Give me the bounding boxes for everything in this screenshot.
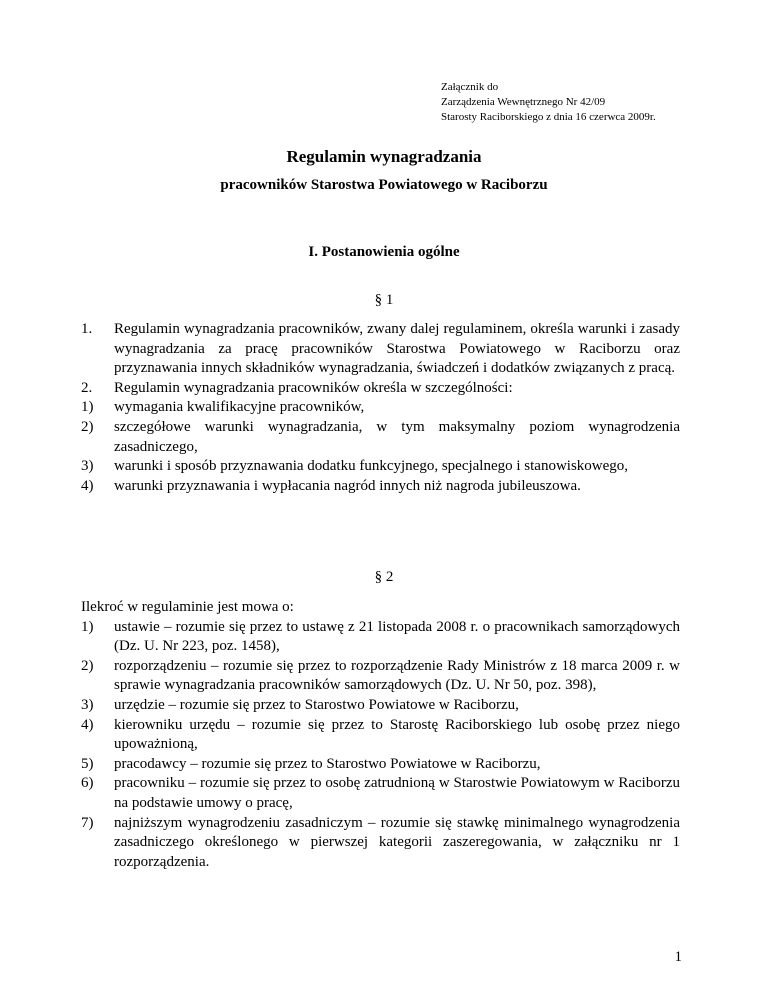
item-number: 6) [81, 775, 94, 792]
section-1-list [81, 320, 680, 496]
item-text: pracodawcy – rozumie się przez to Starostwo Powiatowe w Raciborzu, [114, 755, 541, 772]
list-item [81, 716, 680, 755]
item-text: warunki przyznawania i wypłacania nagród innych niż nagroda jubileuszowa. [114, 477, 581, 494]
list-item [81, 457, 680, 477]
item-text: pracowniku – rozumie się przez to osobę zatrudnioną w Starostwie Powiatowym w Raciborzu na podstawie umowy o pracę, [114, 775, 680, 811]
item-text: Regulamin wynagradzania pracowników określa w szczególności: [114, 379, 513, 396]
item-text: urzędzie – rozumie się przez to Starostwo Powiatowe w Raciborzu, [114, 696, 519, 713]
list-item [81, 618, 680, 657]
item-number: 3) [81, 458, 94, 475]
document-subtitle: pracowników Starostwa Powiatowego w Raciborzu [220, 177, 548, 193]
item-number: 4) [81, 477, 94, 494]
item-text: kierowniku urzędu – rozumie się przez to Starostę Raciborskiego lub osobę przez niego upoważnioną, [114, 716, 680, 753]
item-number: 2. [81, 379, 93, 396]
annex-note [441, 80, 656, 125]
list-item [81, 477, 680, 497]
list-item [81, 398, 680, 418]
section-mark-2: § 2 [374, 569, 394, 585]
item-number: 2) [81, 418, 94, 435]
list-item [81, 418, 680, 457]
list-item [81, 657, 680, 696]
section-2-list [81, 598, 680, 872]
item-number: 1) [81, 618, 94, 635]
page-number: 1 [674, 949, 682, 965]
item-text: szczegółowe warunki wynagradzania, w tym maksymalny poziom wynagrodzenia zasadniczego, [114, 418, 680, 455]
item-number: 4) [81, 716, 94, 733]
item-text: Regulamin wynagradzania pracowników, zwany dalej regulaminem, określa warunki i zasady wynagradzania za pracę pracowników Starostwa Powiatowego w Raciborzu oraz przyznawania innych składników wynagradzania, świadczeń i dodatków związanych z pracą. [114, 321, 680, 377]
annex-line-2: Zarządzenia Wewnętrznego Nr 42/09 [441, 96, 606, 108]
list-item [81, 696, 680, 716]
annex-line-1: Załącznik do [441, 81, 499, 93]
list-item [81, 379, 680, 399]
list-item [81, 814, 680, 873]
item-text: najniższym wynagrodzeniu zasadniczym – rozumie się stawkę minimalnego wynagrodzenia zasadniczego określonego w pierwszej kategorii zaszeregowania, w załączniku nr 1 rozporządzenia. [114, 814, 680, 870]
item-number: 7) [81, 814, 94, 831]
item-text: warunki i sposób przyznawania dodatku funkcyjnego, specjalnego i stanowiskowego, [114, 458, 629, 475]
section-mark-1: § 1 [374, 292, 394, 308]
item-number: 1. [81, 321, 93, 337]
item-number: 2) [81, 657, 94, 674]
item-number: 5) [81, 755, 94, 772]
list-item [81, 774, 680, 813]
section-2-lead: Ilekroć w regulaminie jest mowa o: [81, 599, 294, 615]
item-text: rozporządzeniu – rozumie się przez to rozporządzenie Rady Ministrów z 18 marca 2009 r. w sprawie wynagradzania pracowników samorządowych (Dz. U. Nr 50, poz. 398), [114, 657, 680, 694]
list-item [81, 755, 680, 775]
chapter-heading: I. Postanowienia ogólne [308, 244, 460, 260]
item-text: ustawie – rozumie się przez to ustawę z 21 listopada 2008 r. o pracownikach samorządowych (Dz. U. Nr 223, poz. 1458), [114, 618, 680, 655]
item-number: 1) [81, 399, 94, 416]
annex-line-3: Starosty Raciborskiego z dnia 16 czerwca 2009r. [441, 111, 656, 123]
document-title: Regulamin wynagradzania [286, 147, 482, 166]
item-number: 3) [81, 696, 94, 713]
list-item [81, 320, 680, 379]
item-text: wymagania kwalifikacyjne pracowników, [114, 399, 365, 416]
